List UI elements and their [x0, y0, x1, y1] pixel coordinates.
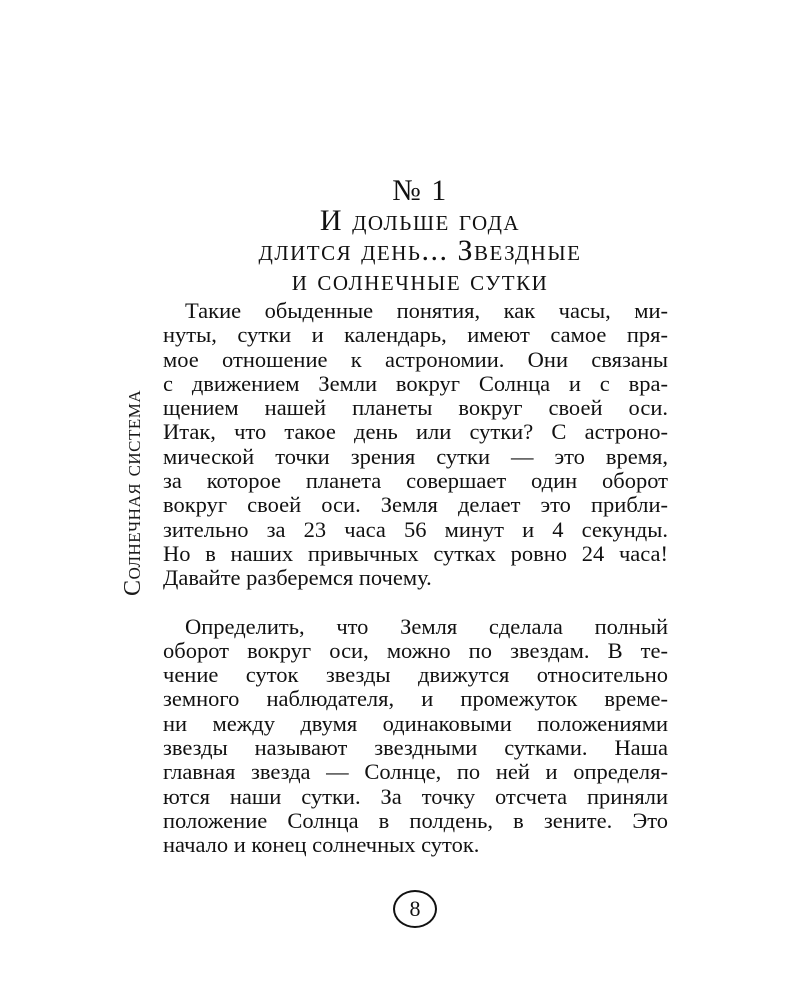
body-text	[163, 299, 668, 858]
text-line: Итак, что такое день или сутки? С астроно-	[163, 419, 668, 445]
chapter-title-line: и солнечные сутки	[291, 264, 549, 297]
text-line: мое отношение к астрономии. Они связаны	[163, 346, 668, 372]
text-line: земного наблюдателя, и промежуток време-	[163, 686, 668, 712]
text-line: начало и конец солнечных суток.	[163, 832, 480, 858]
text-line: положение Солнца в полдень, в зените. Это	[163, 807, 668, 833]
text-line: зительно за 23 часа 56 минут и 4 секунды.	[163, 516, 668, 542]
text-line: Такие обыденные понятия, как часы, ми-	[185, 298, 668, 323]
text-line: вокруг своей оси. Земля делает это прибли-	[163, 492, 668, 518]
text-line: главная звезда — Солнце, по ней и определя-	[163, 759, 668, 785]
text-line: щением нашей планеты вокруг своей оси.	[163, 395, 668, 421]
text-line: ни между двумя одинаковыми положениями	[163, 710, 668, 736]
chapter-title-line: И дольше года	[319, 204, 521, 237]
text-line: чение суток звезды движутся относительно	[163, 662, 668, 688]
chapter-number: № 1	[392, 174, 448, 207]
text-line: мической точки зрения сутки — это время,	[163, 443, 668, 469]
text-line: ются наши сутки. За точку отсчета приняли	[163, 783, 668, 809]
chapter-title-line: длится день... Звездные	[258, 234, 582, 267]
text-line: оборот вокруг оси, можно по звездам. В те-	[163, 637, 668, 663]
paragraph-1	[163, 299, 668, 591]
text-line: Но в наших привычных сутках ровно 24 часа!	[163, 540, 668, 566]
text-line: Определить, что Земля сделала полный	[185, 613, 668, 639]
paragraph-2	[163, 615, 668, 858]
text-line: звезды называют звездными сутками. Наша	[163, 735, 668, 761]
chapter-heading	[170, 176, 670, 296]
text-line: с движением Земли вокруг Солнца и с вра-	[163, 370, 668, 396]
text-line: Давайте разберемся почему.	[163, 565, 432, 591]
running-title: Солнечная система	[120, 389, 146, 596]
text-line: нуты, сутки и календарь, имеют самое пря-	[163, 322, 668, 348]
text-line: за которое планета совершает один оборот	[163, 468, 668, 494]
page-number: 8	[393, 890, 437, 928]
